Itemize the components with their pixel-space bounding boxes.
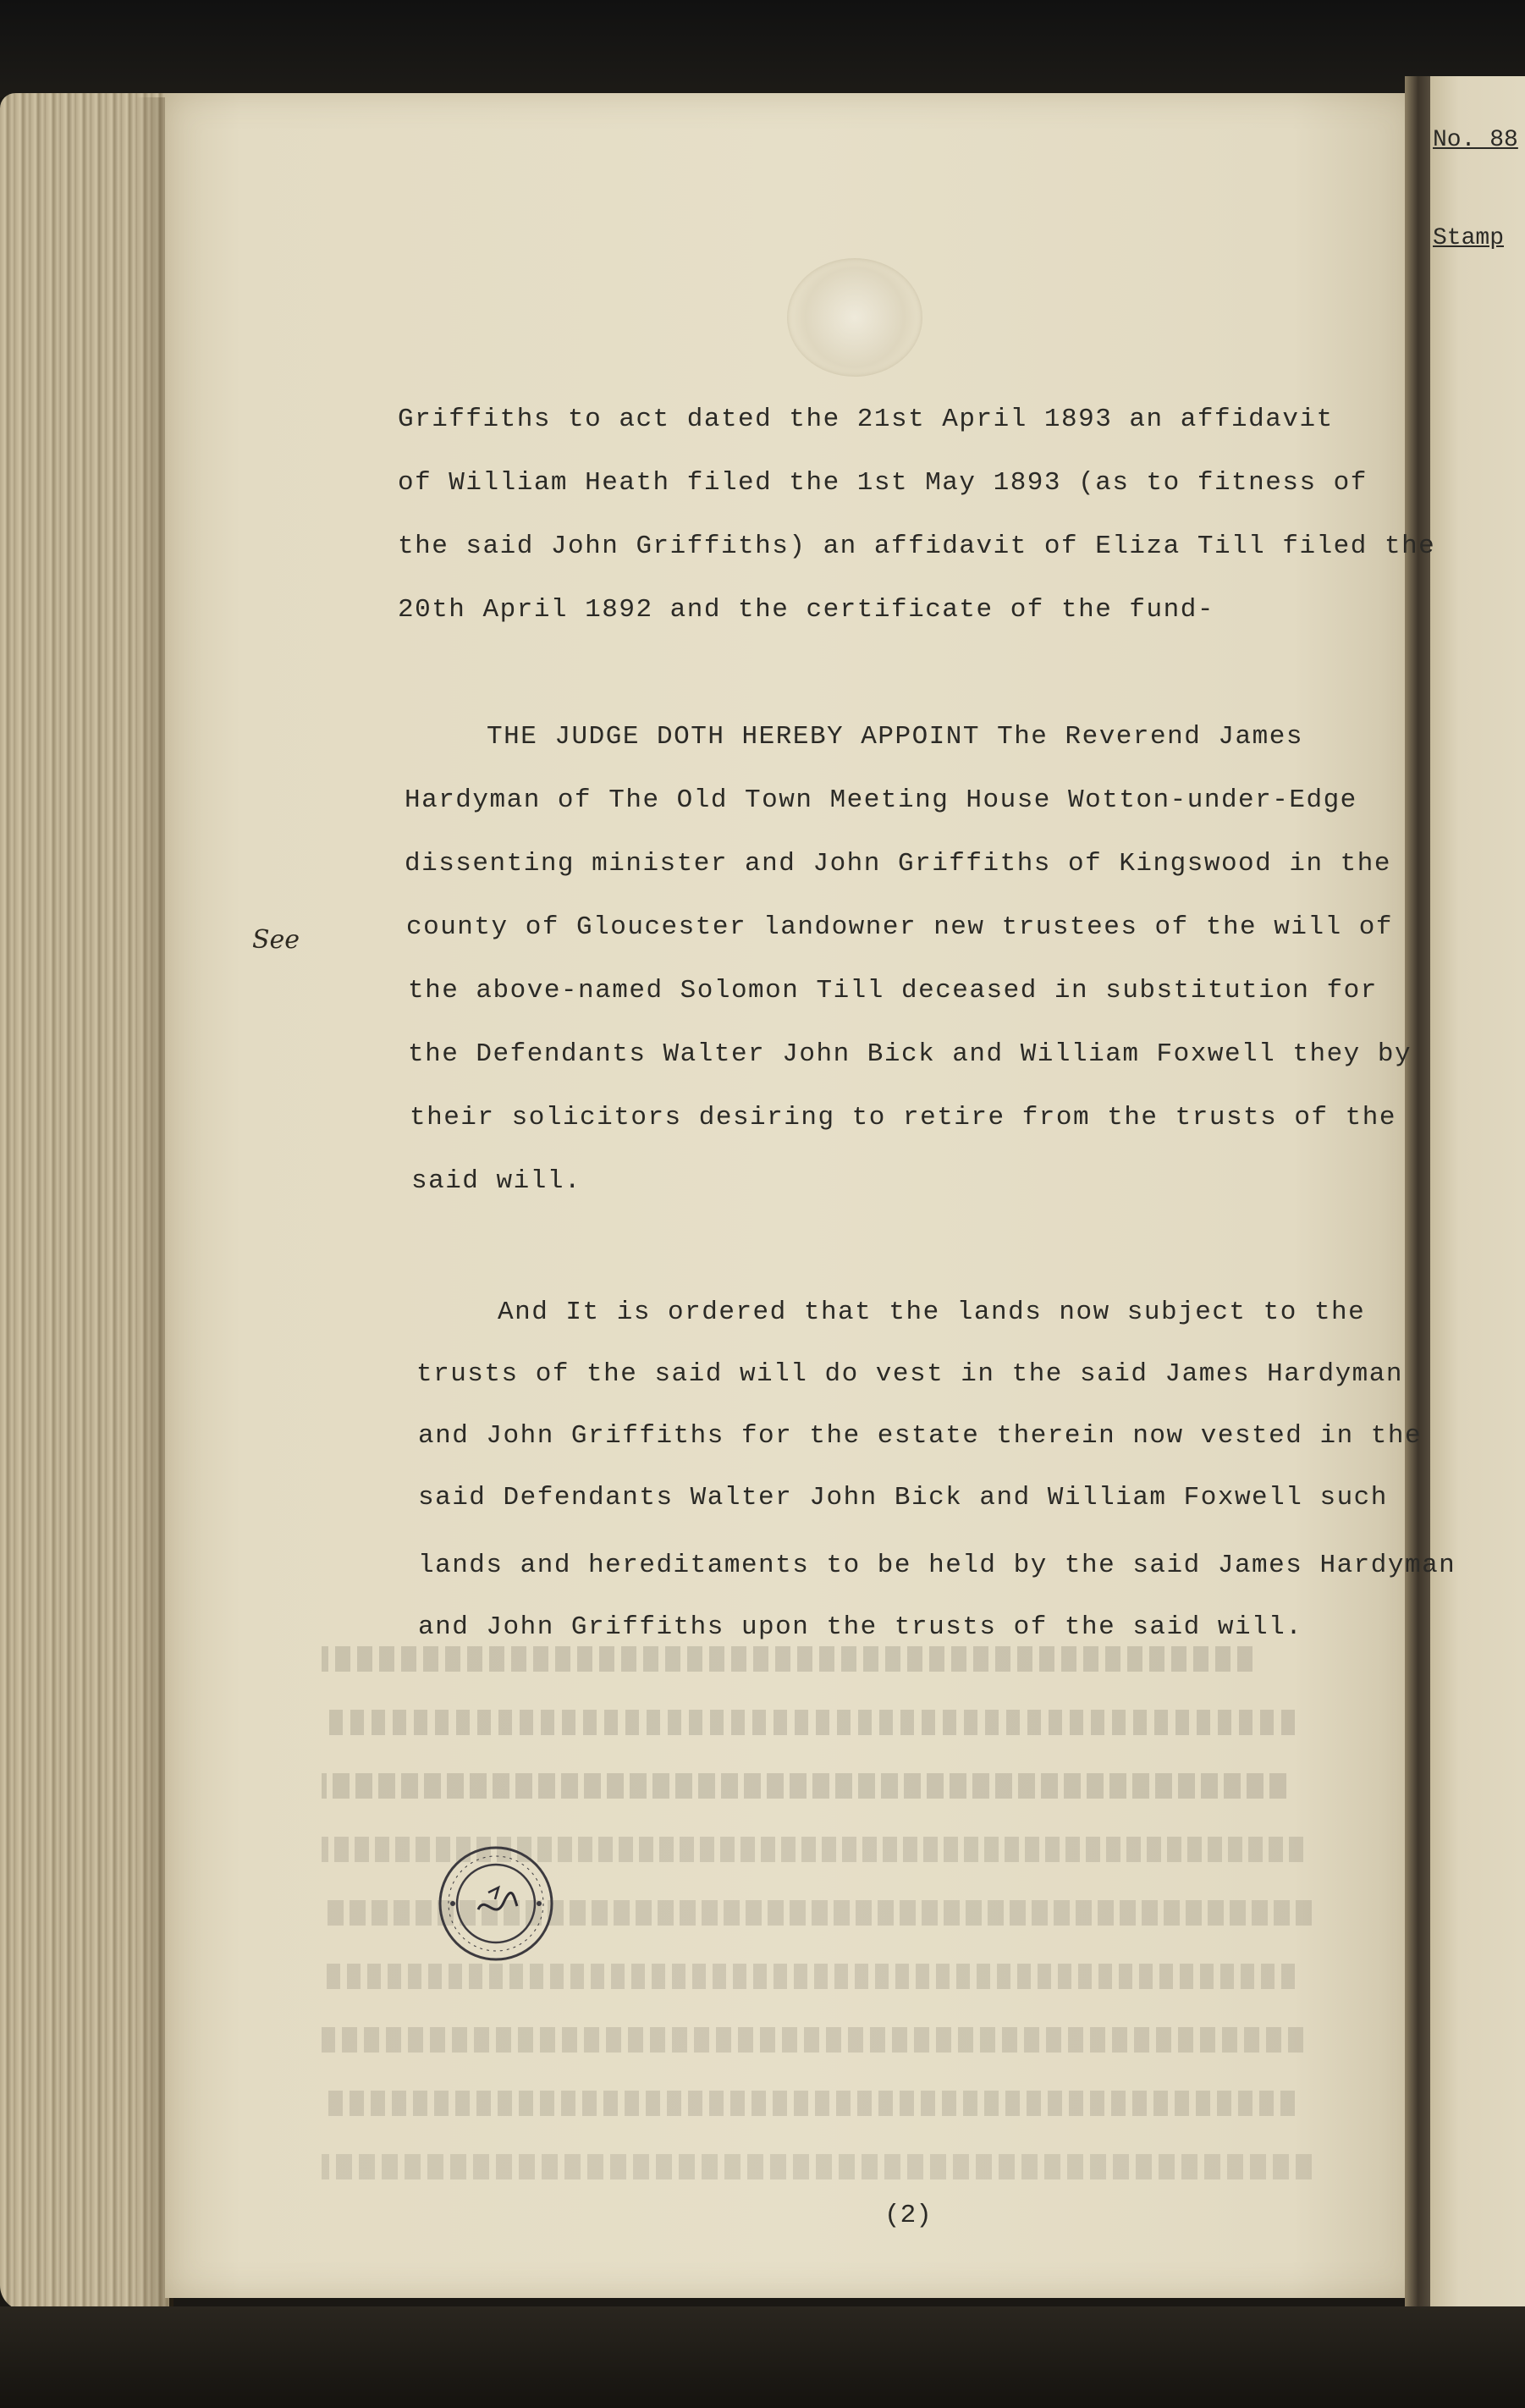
margin-note: See bbox=[252, 925, 300, 955]
book-edge-bottom bbox=[0, 2306, 1525, 2408]
text-line: and John Griffiths upon the trusts of the said will. bbox=[418, 1612, 1303, 1642]
text-line: the Defendants Walter John Bick and William Foxwell they by bbox=[408, 1039, 1412, 1069]
right-page-stamp-label: Stamp bbox=[1433, 225, 1505, 251]
page-number: (2) bbox=[884, 2201, 932, 2230]
text-line: the said John Griffiths) an affidavit of Eliza Till filed the bbox=[398, 532, 1436, 561]
text-line: of William Heath filed the 1st May 1893 (as to fitness of bbox=[398, 468, 1368, 498]
text-line: said will. bbox=[411, 1166, 582, 1196]
next-page-edge bbox=[1430, 76, 1525, 2361]
text-line: dissenting minister and John Griffiths of Kingswood in the bbox=[405, 849, 1391, 879]
ink-stamp bbox=[436, 1843, 556, 1964]
text-line: their solicitors desiring to retire from the trusts of the bbox=[410, 1103, 1396, 1132]
embossed-seal bbox=[787, 258, 922, 377]
text-line: Hardyman of The Old Town Meeting House Wotton-under-Edge bbox=[405, 785, 1357, 815]
text-line: Griffiths to act dated the 21st April 1893 an affidavit bbox=[398, 405, 1334, 434]
text-line: and John Griffiths for the estate therein now vested in the bbox=[418, 1421, 1423, 1451]
text-line: the above-named Solomon Till deceased in substitution for bbox=[408, 976, 1378, 1006]
text-line: county of Gloucester landowner new trustees of the will of bbox=[406, 912, 1393, 942]
text-line: 20th April 1892 and the certificate of the fund- bbox=[398, 595, 1214, 625]
text-line: lands and hereditaments to be held by the said James Hardyman bbox=[418, 1551, 1456, 1580]
right-page-number-label: No. 88 bbox=[1433, 127, 1518, 153]
text-line: And It is ordered that the lands now subject to the bbox=[498, 1298, 1366, 1327]
book-edge-top bbox=[0, 0, 1525, 97]
text-line: trusts of the said will do vest in the said James Hardyman bbox=[416, 1359, 1403, 1389]
text-line: said Defendants Walter John Bick and William Foxwell such bbox=[418, 1483, 1388, 1513]
text-line: THE JUDGE DOTH HEREBY APPOINT The Reverend James bbox=[487, 722, 1303, 752]
